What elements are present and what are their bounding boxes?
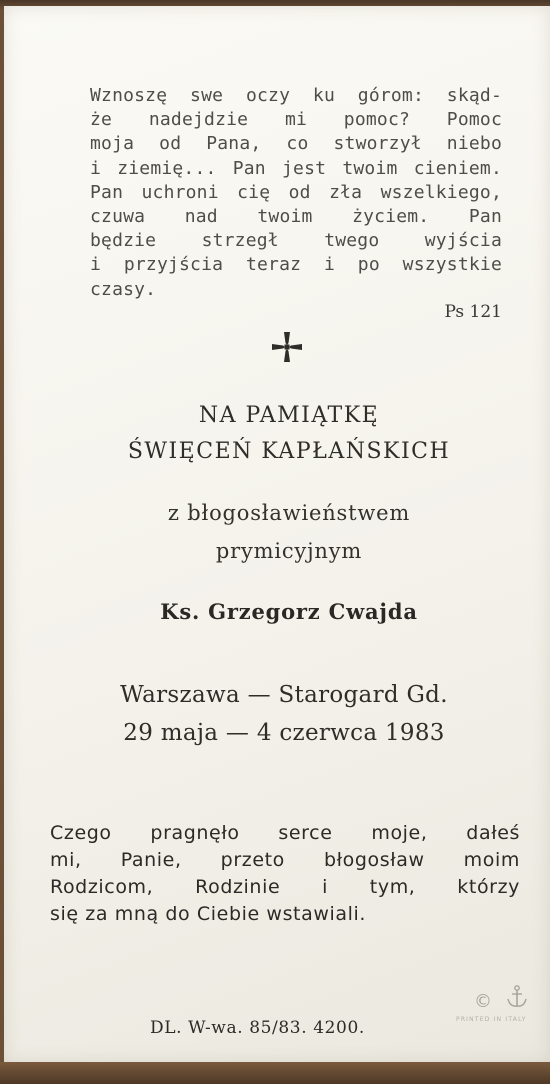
blessing-line: prymicyjnym [215,539,363,563]
heading-line: NA PAMIĄTKĘ [198,403,380,428]
psalm-line: i ziemię... Pan jest twoim cieniem. [90,157,502,179]
commemoration-heading [44,398,534,470]
psalm-line: będzie strzegł twego wyjścia [90,230,502,252]
desk-surface-bottom [0,1062,550,1084]
psalm-line: Wznoszę swe oczy ku górom: skąd- [90,85,502,106]
copyright-mark: © [474,991,492,1012]
prayer-line: Rodzicom, Rodzinie i tym, którzy [50,876,520,898]
prayer-line: Czego pragnęło serce moje, dałeś [50,822,520,844]
print-permit: DL. W-wa. 85/83. 4200. [150,1018,365,1038]
cross-pattee-icon [270,330,304,364]
prayer-line: się za mną do Ciebie wstawiali. [50,903,367,925]
psalm-line: czasy. [90,278,157,300]
blessing-line: z błogosławieństwem [167,501,411,525]
psalm-line: czuwa nad twoim życiem. Pan [90,206,502,228]
priest-name: Ks. Grzegorz Cwajda [160,599,418,624]
prayer-line: mi, Panie, przeto błogosław moim [50,849,520,871]
heading-line: ŚWIĘCEŃ KAPŁAŃSKICH [127,439,451,464]
holy-card [4,6,550,1064]
psalm-line: moja od Pana, co stworzył niebo [90,133,502,155]
psalm-reference: Ps 121 [444,302,502,322]
anchor-icon [504,984,530,1010]
psalm-line: i przyjścia teraz i po wszystkie [90,254,502,276]
psalm-quote [90,84,502,302]
printed-in-notice: PRINTED IN ITALY [456,1016,527,1023]
blessing-text [44,494,534,570]
psalm-line: że nadejdzie mi pomoc? Pomoc [90,109,502,131]
thanksgiving-prayer [50,820,520,928]
place-and-dates [44,676,524,752]
dates-line: 29 maja — 4 czerwca 1983 [123,720,445,746]
psalm-line: Pan uchroni cię od zła wszelkiego, [90,181,502,203]
cities-line: Warszawa — Starogard Gd. [120,682,448,708]
